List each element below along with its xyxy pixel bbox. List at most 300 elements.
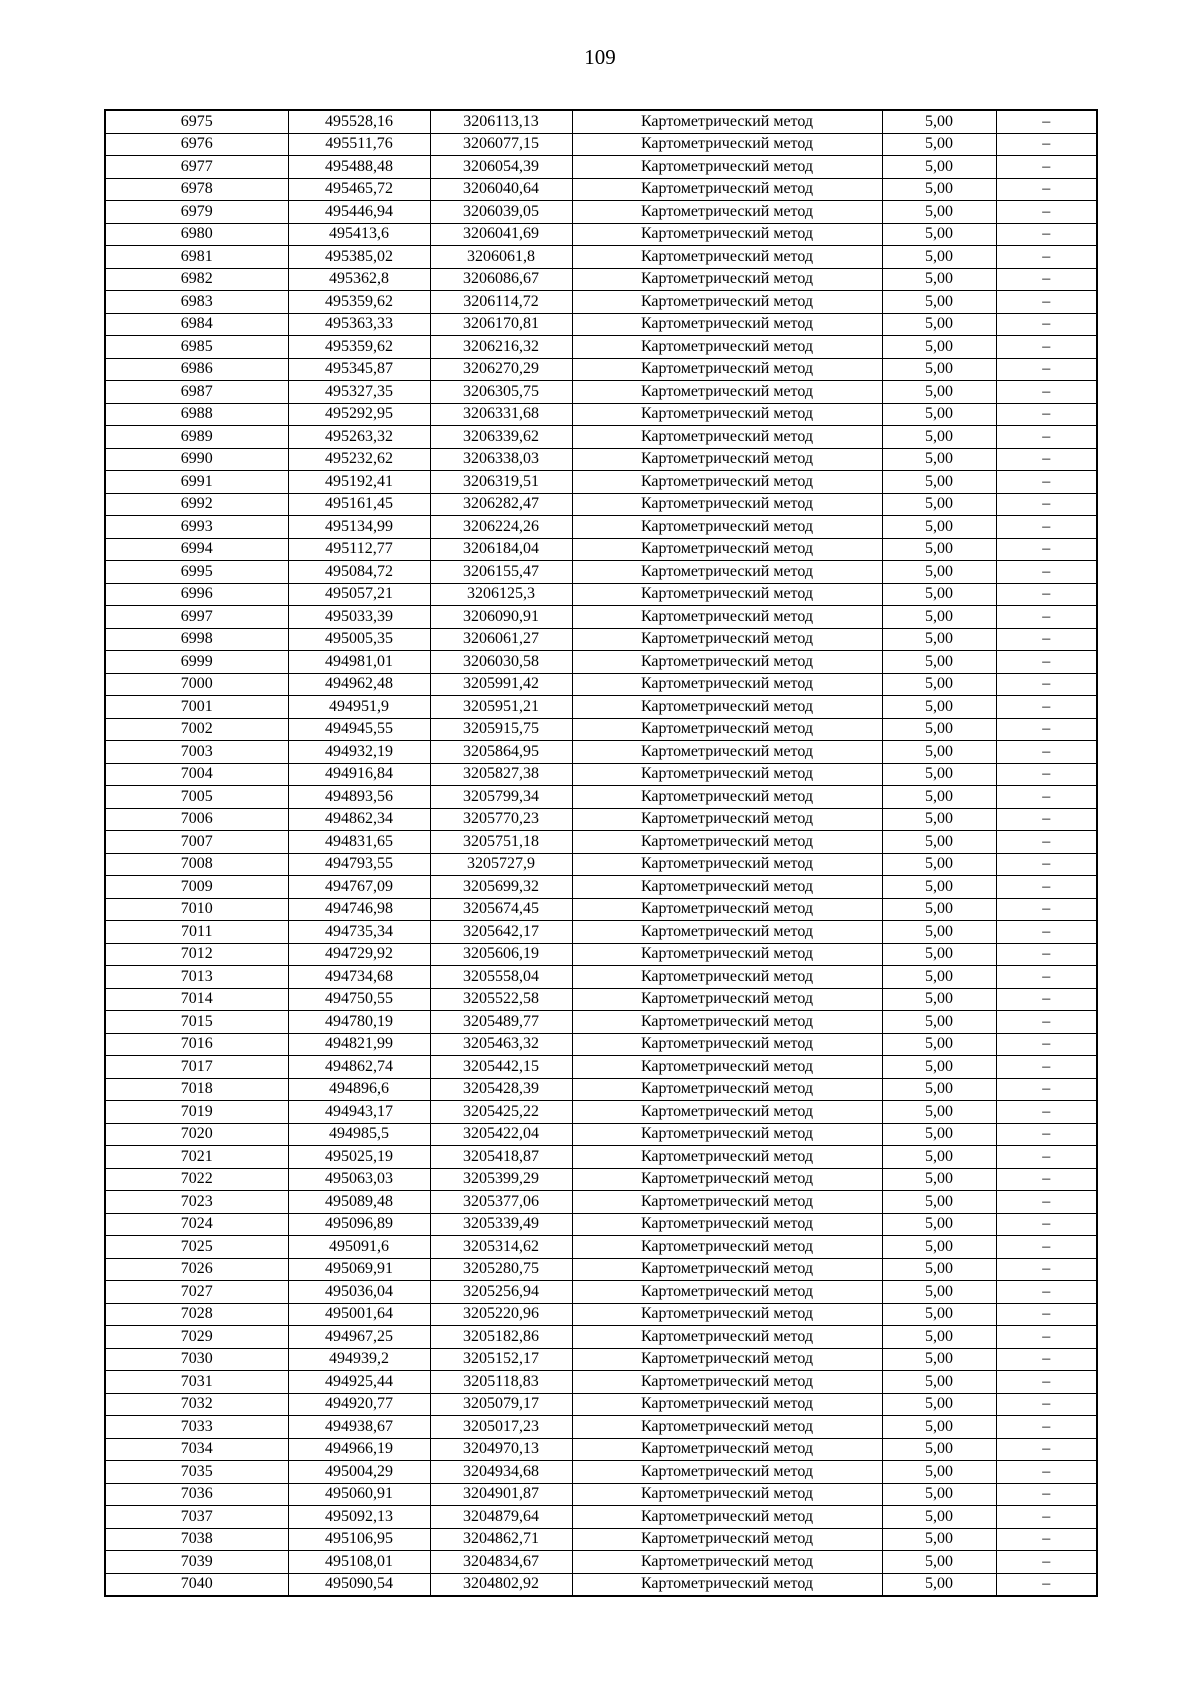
y-coordinate-cell: 3206339,62 [430, 426, 572, 449]
point-number-cell: 6999 [105, 651, 288, 674]
description-cell: – [996, 606, 1097, 629]
method-cell: Картометрический метод [572, 268, 882, 291]
y-coordinate-cell: 3206040,64 [430, 178, 572, 201]
x-coordinate-cell: 495025,19 [288, 1146, 430, 1169]
x-coordinate-cell: 495005,35 [288, 628, 430, 651]
point-number-cell: 6983 [105, 291, 288, 314]
table-row [105, 606, 1097, 629]
point-number-cell: 6992 [105, 493, 288, 516]
table-row [105, 268, 1097, 291]
table-row [105, 1483, 1097, 1506]
x-coordinate-cell: 494862,74 [288, 1056, 430, 1079]
point-number-cell: 6980 [105, 223, 288, 246]
accuracy-cell: 5,00 [882, 313, 996, 336]
y-coordinate-cell: 3206305,75 [430, 381, 572, 404]
y-coordinate-cell: 3205522,58 [430, 988, 572, 1011]
accuracy-cell: 5,00 [882, 426, 996, 449]
method-cell: Картометрический метод [572, 876, 882, 899]
method-cell: Картометрический метод [572, 808, 882, 831]
method-cell: Картометрический метод [572, 178, 882, 201]
method-cell: Картометрический метод [572, 1371, 882, 1394]
point-number-cell: 6975 [105, 110, 288, 133]
y-coordinate-cell: 3205827,38 [430, 763, 572, 786]
x-coordinate-cell: 495001,64 [288, 1303, 430, 1326]
point-number-cell: 7008 [105, 853, 288, 876]
table-row [105, 696, 1097, 719]
x-coordinate-cell: 494831,65 [288, 831, 430, 854]
method-cell: Картометрический метод [572, 561, 882, 584]
x-coordinate-cell: 495359,62 [288, 291, 430, 314]
y-coordinate-cell: 3204862,71 [430, 1528, 572, 1551]
point-number-cell: 6982 [105, 268, 288, 291]
point-number-cell: 6990 [105, 448, 288, 471]
table-row [105, 201, 1097, 224]
y-coordinate-cell: 3205770,23 [430, 808, 572, 831]
x-coordinate-cell: 495134,99 [288, 516, 430, 539]
description-cell: – [996, 1416, 1097, 1439]
point-number-cell: 7023 [105, 1191, 288, 1214]
point-number-cell: 6998 [105, 628, 288, 651]
accuracy-cell: 5,00 [882, 966, 996, 989]
description-cell: – [996, 696, 1097, 719]
table-row [105, 156, 1097, 179]
table-row [105, 1258, 1097, 1281]
x-coordinate-cell: 494925,44 [288, 1371, 430, 1394]
accuracy-cell: 5,00 [882, 606, 996, 629]
table-row [105, 1213, 1097, 1236]
y-coordinate-cell: 3205152,17 [430, 1348, 572, 1371]
table-row [105, 1528, 1097, 1551]
description-cell: – [996, 583, 1097, 606]
page-number: 109 [584, 45, 616, 69]
point-number-cell: 7014 [105, 988, 288, 1011]
point-number-cell: 7004 [105, 763, 288, 786]
point-number-cell: 7017 [105, 1056, 288, 1079]
x-coordinate-cell: 495511,76 [288, 133, 430, 156]
description-cell: – [996, 1236, 1097, 1259]
method-cell: Картометрический метод [572, 921, 882, 944]
method-cell: Картометрический метод [572, 1146, 882, 1169]
x-coordinate-cell: 494734,68 [288, 966, 430, 989]
x-coordinate-cell: 494735,34 [288, 921, 430, 944]
x-coordinate-cell: 495057,21 [288, 583, 430, 606]
description-cell: – [996, 1393, 1097, 1416]
table-row [105, 1056, 1097, 1079]
y-coordinate-cell: 3205017,23 [430, 1416, 572, 1439]
method-cell: Картометрический метод [572, 223, 882, 246]
accuracy-cell: 5,00 [882, 583, 996, 606]
accuracy-cell: 5,00 [882, 381, 996, 404]
accuracy-cell: 5,00 [882, 1101, 996, 1124]
table-row [105, 336, 1097, 359]
x-coordinate-cell: 495345,87 [288, 358, 430, 381]
method-cell: Картометрический метод [572, 1393, 882, 1416]
description-cell: – [996, 1461, 1097, 1484]
accuracy-cell: 5,00 [882, 561, 996, 584]
method-cell: Картометрический метод [572, 1573, 882, 1596]
method-cell: Картометрический метод [572, 1551, 882, 1574]
table-row [105, 876, 1097, 899]
x-coordinate-cell: 494793,55 [288, 853, 430, 876]
y-coordinate-cell: 3206090,91 [430, 606, 572, 629]
description-cell: – [996, 1033, 1097, 1056]
description-cell: – [996, 808, 1097, 831]
accuracy-cell: 5,00 [882, 1438, 996, 1461]
x-coordinate-cell: 494967,25 [288, 1326, 430, 1349]
y-coordinate-cell: 3205751,18 [430, 831, 572, 854]
description-cell: – [996, 493, 1097, 516]
method-cell: Картометрический метод [572, 1281, 882, 1304]
description-cell: – [996, 673, 1097, 696]
method-cell: Картометрический метод [572, 426, 882, 449]
x-coordinate-cell: 495089,48 [288, 1191, 430, 1214]
point-number-cell: 7005 [105, 786, 288, 809]
method-cell: Картометрический метод [572, 673, 882, 696]
x-coordinate-cell: 495413,6 [288, 223, 430, 246]
accuracy-cell: 5,00 [882, 448, 996, 471]
x-coordinate-cell: 495091,6 [288, 1236, 430, 1259]
accuracy-cell: 5,00 [882, 1573, 996, 1596]
accuracy-cell: 5,00 [882, 1303, 996, 1326]
table-row [105, 1303, 1097, 1326]
accuracy-cell: 5,00 [882, 1011, 996, 1034]
x-coordinate-cell: 495004,29 [288, 1461, 430, 1484]
description-cell: – [996, 1506, 1097, 1529]
x-coordinate-cell: 495092,13 [288, 1506, 430, 1529]
method-cell: Картометрический метод [572, 1213, 882, 1236]
description-cell: – [996, 943, 1097, 966]
method-cell: Картометрический метод [572, 358, 882, 381]
method-cell: Картометрический метод [572, 516, 882, 539]
point-number-cell: 6995 [105, 561, 288, 584]
accuracy-cell: 5,00 [882, 358, 996, 381]
method-cell: Картометрический метод [572, 943, 882, 966]
x-coordinate-cell: 495112,77 [288, 538, 430, 561]
point-number-cell: 7038 [105, 1528, 288, 1551]
y-coordinate-cell: 3206113,13 [430, 110, 572, 133]
table-row [105, 1371, 1097, 1394]
x-coordinate-cell: 494920,77 [288, 1393, 430, 1416]
method-cell: Картометрический метод [572, 988, 882, 1011]
method-cell: Картометрический метод [572, 583, 882, 606]
accuracy-cell: 5,00 [882, 943, 996, 966]
method-cell: Картометрический метод [572, 898, 882, 921]
method-cell: Картометрический метод [572, 786, 882, 809]
x-coordinate-cell: 495232,62 [288, 448, 430, 471]
y-coordinate-cell: 3206041,69 [430, 223, 572, 246]
accuracy-cell: 5,00 [882, 1416, 996, 1439]
description-cell: – [996, 268, 1097, 291]
x-coordinate-cell: 494729,92 [288, 943, 430, 966]
description-cell: – [996, 448, 1097, 471]
method-cell: Картометрический метод [572, 831, 882, 854]
y-coordinate-cell: 3206125,3 [430, 583, 572, 606]
point-number-cell: 6993 [105, 516, 288, 539]
accuracy-cell: 5,00 [882, 1506, 996, 1529]
x-coordinate-cell: 494966,19 [288, 1438, 430, 1461]
accuracy-cell: 5,00 [882, 1168, 996, 1191]
point-number-cell: 7027 [105, 1281, 288, 1304]
table-row [105, 921, 1097, 944]
point-number-cell: 7021 [105, 1146, 288, 1169]
x-coordinate-cell: 495084,72 [288, 561, 430, 584]
y-coordinate-cell: 3206170,81 [430, 313, 572, 336]
description-cell: – [996, 786, 1097, 809]
y-coordinate-cell: 3206061,8 [430, 246, 572, 269]
description-cell: – [996, 1348, 1097, 1371]
y-coordinate-cell: 3205425,22 [430, 1101, 572, 1124]
y-coordinate-cell: 3205418,87 [430, 1146, 572, 1169]
method-cell: Картометрический метод [572, 1258, 882, 1281]
y-coordinate-cell: 3205489,77 [430, 1011, 572, 1034]
point-number-cell: 7035 [105, 1461, 288, 1484]
x-coordinate-cell: 494938,67 [288, 1416, 430, 1439]
point-number-cell: 7002 [105, 718, 288, 741]
description-cell: – [996, 898, 1097, 921]
method-cell: Картометрический метод [572, 606, 882, 629]
point-number-cell: 7001 [105, 696, 288, 719]
table-row [105, 1146, 1097, 1169]
x-coordinate-cell: 495292,95 [288, 403, 430, 426]
table-row [105, 943, 1097, 966]
description-cell: – [996, 921, 1097, 944]
accuracy-cell: 5,00 [882, 831, 996, 854]
method-cell: Картометрический метод [572, 1168, 882, 1191]
x-coordinate-cell: 495465,72 [288, 178, 430, 201]
x-coordinate-cell: 495069,91 [288, 1258, 430, 1281]
table-row [105, 1011, 1097, 1034]
accuracy-cell: 5,00 [882, 1236, 996, 1259]
x-coordinate-cell: 495446,94 [288, 201, 430, 224]
point-number-cell: 7011 [105, 921, 288, 944]
y-coordinate-cell: 3205915,75 [430, 718, 572, 741]
description-cell: – [996, 291, 1097, 314]
y-coordinate-cell: 3205314,62 [430, 1236, 572, 1259]
coordinates-table-body [105, 110, 1097, 1596]
method-cell: Картометрический метод [572, 471, 882, 494]
y-coordinate-cell: 3206319,51 [430, 471, 572, 494]
description-cell: – [996, 741, 1097, 764]
accuracy-cell: 5,00 [882, 921, 996, 944]
y-coordinate-cell: 3205220,96 [430, 1303, 572, 1326]
y-coordinate-cell: 3206155,47 [430, 561, 572, 584]
description-cell: – [996, 853, 1097, 876]
description-cell: – [996, 426, 1097, 449]
accuracy-cell: 5,00 [882, 628, 996, 651]
point-number-cell: 7016 [105, 1033, 288, 1056]
method-cell: Картометрический метод [572, 381, 882, 404]
description-cell: – [996, 1101, 1097, 1124]
y-coordinate-cell: 3206039,05 [430, 201, 572, 224]
method-cell: Картометрический метод [572, 853, 882, 876]
description-cell: – [996, 403, 1097, 426]
x-coordinate-cell: 495033,39 [288, 606, 430, 629]
table-row [105, 651, 1097, 674]
table-row [105, 1281, 1097, 1304]
point-number-cell: 7036 [105, 1483, 288, 1506]
method-cell: Картометрический метод [572, 696, 882, 719]
point-number-cell: 7012 [105, 943, 288, 966]
x-coordinate-cell: 495263,32 [288, 426, 430, 449]
description-cell: – [996, 471, 1097, 494]
accuracy-cell: 5,00 [882, 223, 996, 246]
description-cell: – [996, 1573, 1097, 1596]
point-number-cell: 6984 [105, 313, 288, 336]
description-cell: – [996, 651, 1097, 674]
description-cell: – [996, 223, 1097, 246]
y-coordinate-cell: 3205463,32 [430, 1033, 572, 1056]
y-coordinate-cell: 3205674,45 [430, 898, 572, 921]
description-cell: – [996, 966, 1097, 989]
method-cell: Картометрический метод [572, 1438, 882, 1461]
point-number-cell: 7003 [105, 741, 288, 764]
x-coordinate-cell: 494985,5 [288, 1123, 430, 1146]
x-coordinate-cell: 495327,35 [288, 381, 430, 404]
y-coordinate-cell: 3206216,32 [430, 336, 572, 359]
y-coordinate-cell: 3205699,32 [430, 876, 572, 899]
accuracy-cell: 5,00 [882, 808, 996, 831]
accuracy-cell: 5,00 [882, 1056, 996, 1079]
table-row [105, 1033, 1097, 1056]
accuracy-cell: 5,00 [882, 1213, 996, 1236]
x-coordinate-cell: 494750,55 [288, 988, 430, 1011]
accuracy-cell: 5,00 [882, 1528, 996, 1551]
x-coordinate-cell: 494746,98 [288, 898, 430, 921]
table-row [105, 471, 1097, 494]
description-cell: – [996, 1011, 1097, 1034]
y-coordinate-cell: 3205182,86 [430, 1326, 572, 1349]
method-cell: Картометрический метод [572, 1078, 882, 1101]
table-row [105, 358, 1097, 381]
y-coordinate-cell: 3206086,67 [430, 268, 572, 291]
y-coordinate-cell: 3205951,21 [430, 696, 572, 719]
description-cell: – [996, 1213, 1097, 1236]
description-cell: – [996, 1258, 1097, 1281]
accuracy-cell: 5,00 [882, 1326, 996, 1349]
point-number-cell: 7029 [105, 1326, 288, 1349]
method-cell: Картометрический метод [572, 1416, 882, 1439]
x-coordinate-cell: 494821,99 [288, 1033, 430, 1056]
method-cell: Картометрический метод [572, 1348, 882, 1371]
method-cell: Картометрический метод [572, 246, 882, 269]
accuracy-cell: 5,00 [882, 786, 996, 809]
accuracy-cell: 5,00 [882, 718, 996, 741]
point-number-cell: 7019 [105, 1101, 288, 1124]
method-cell: Картометрический метод [572, 1303, 882, 1326]
point-number-cell: 6977 [105, 156, 288, 179]
description-cell: – [996, 763, 1097, 786]
accuracy-cell: 5,00 [882, 110, 996, 133]
method-cell: Картометрический метод [572, 1123, 882, 1146]
table-row [105, 493, 1097, 516]
point-number-cell: 7013 [105, 966, 288, 989]
y-coordinate-cell: 3205339,49 [430, 1213, 572, 1236]
y-coordinate-cell: 3206282,47 [430, 493, 572, 516]
accuracy-cell: 5,00 [882, 336, 996, 359]
accuracy-cell: 5,00 [882, 493, 996, 516]
accuracy-cell: 5,00 [882, 156, 996, 179]
description-cell: – [996, 133, 1097, 156]
y-coordinate-cell: 3205256,94 [430, 1281, 572, 1304]
description-cell: – [996, 1438, 1097, 1461]
x-coordinate-cell: 495363,33 [288, 313, 430, 336]
point-number-cell: 7037 [105, 1506, 288, 1529]
point-number-cell: 7007 [105, 831, 288, 854]
description-cell: – [996, 381, 1097, 404]
point-number-cell: 7018 [105, 1078, 288, 1101]
description-cell: – [996, 1551, 1097, 1574]
description-cell: – [996, 336, 1097, 359]
table-row [105, 426, 1097, 449]
accuracy-cell: 5,00 [882, 763, 996, 786]
description-cell: – [996, 358, 1097, 381]
description-cell: – [996, 1168, 1097, 1191]
table-row [105, 1236, 1097, 1259]
method-cell: Картометрический метод [572, 1528, 882, 1551]
accuracy-cell: 5,00 [882, 696, 996, 719]
table-row [105, 313, 1097, 336]
accuracy-cell: 5,00 [882, 1371, 996, 1394]
accuracy-cell: 5,00 [882, 1348, 996, 1371]
table-row [105, 1168, 1097, 1191]
description-cell: – [996, 831, 1097, 854]
description-cell: – [996, 876, 1097, 899]
y-coordinate-cell: 3206077,15 [430, 133, 572, 156]
x-coordinate-cell: 494780,19 [288, 1011, 430, 1034]
description-cell: – [996, 628, 1097, 651]
point-number-cell: 7030 [105, 1348, 288, 1371]
y-coordinate-cell: 3205727,9 [430, 853, 572, 876]
description-cell: – [996, 178, 1097, 201]
table-row [105, 1438, 1097, 1461]
accuracy-cell: 5,00 [882, 471, 996, 494]
description-cell: – [996, 201, 1097, 224]
table-row [105, 403, 1097, 426]
table-row [105, 628, 1097, 651]
table-row [105, 831, 1097, 854]
x-coordinate-cell: 494951,9 [288, 696, 430, 719]
y-coordinate-cell: 3205079,17 [430, 1393, 572, 1416]
method-cell: Картометрический метод [572, 133, 882, 156]
table-row [105, 133, 1097, 156]
method-cell: Картометрический метод [572, 651, 882, 674]
point-number-cell: 7000 [105, 673, 288, 696]
table-row [105, 516, 1097, 539]
accuracy-cell: 5,00 [882, 1281, 996, 1304]
point-number-cell: 6994 [105, 538, 288, 561]
x-coordinate-cell: 495096,89 [288, 1213, 430, 1236]
x-coordinate-cell: 495362,8 [288, 268, 430, 291]
description-cell: – [996, 1078, 1097, 1101]
y-coordinate-cell: 3206338,03 [430, 448, 572, 471]
x-coordinate-cell: 494767,09 [288, 876, 430, 899]
description-cell: – [996, 110, 1097, 133]
table-row [105, 763, 1097, 786]
y-coordinate-cell: 3206054,39 [430, 156, 572, 179]
x-coordinate-cell: 495063,03 [288, 1168, 430, 1191]
table-row [105, 673, 1097, 696]
table-row [105, 966, 1097, 989]
table-row [105, 381, 1097, 404]
y-coordinate-cell: 3205442,15 [430, 1056, 572, 1079]
method-cell: Картометрический метод [572, 336, 882, 359]
accuracy-cell: 5,00 [882, 1146, 996, 1169]
point-number-cell: 7039 [105, 1551, 288, 1574]
method-cell: Картометрический метод [572, 763, 882, 786]
description-cell: – [996, 1371, 1097, 1394]
y-coordinate-cell: 3204901,87 [430, 1483, 572, 1506]
point-number-cell: 7022 [105, 1168, 288, 1191]
